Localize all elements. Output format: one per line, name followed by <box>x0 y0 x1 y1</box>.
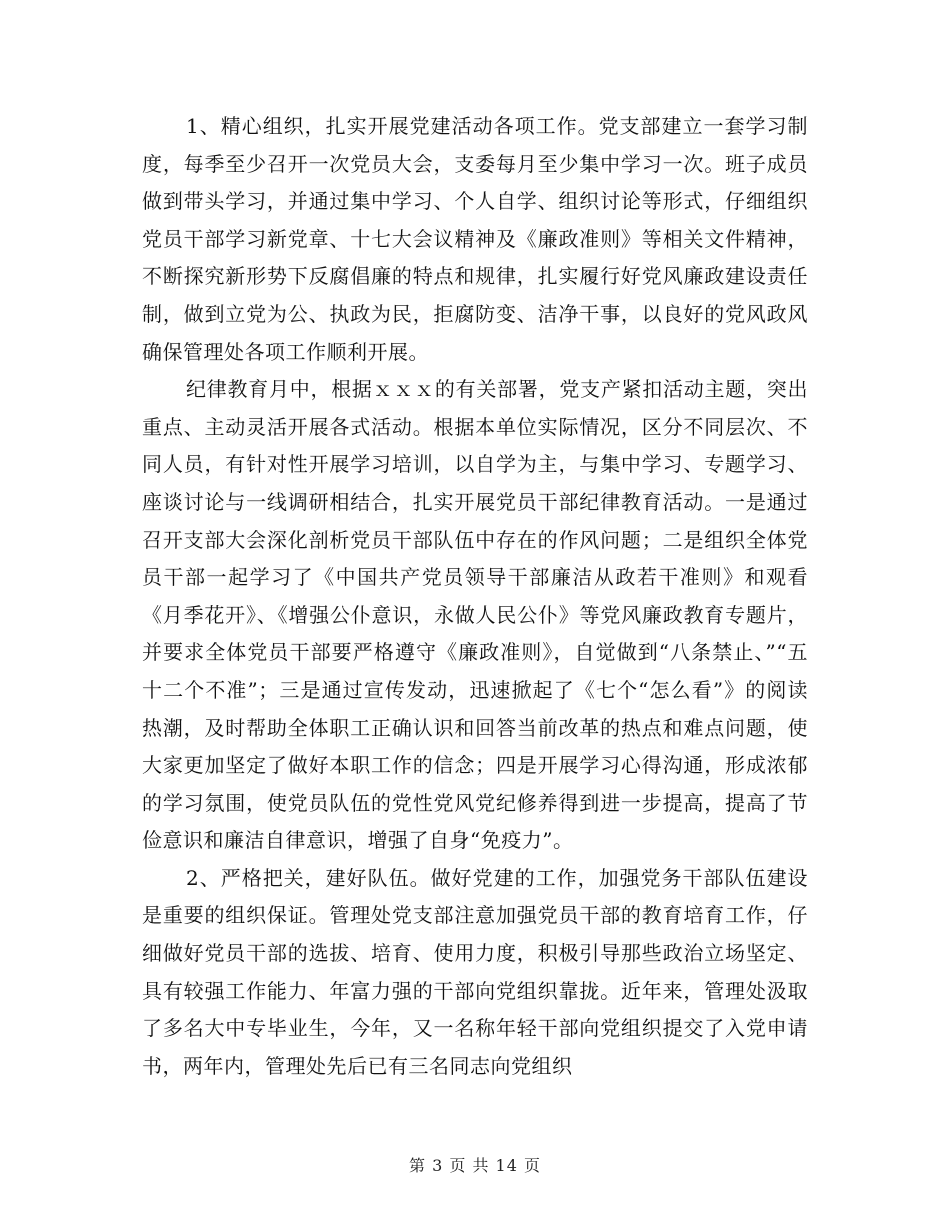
paragraph-1: 1、精心组织，扎实开展党建活动各项工作。党支部建立一套学习制度，每季至少召开一次党员大会，支委每月至少集中学习一次。班子成员做到带头学习，并通过集中学习、个人自学、组织讨论等形式，仔细组织党员干部学习新党章、十七大会议精神及《廉政准则》等相关文件精神，不断探究新形势下反腐倡廉的特点和规律，扎实履行好党风廉政建设责任制，做到立党为公、执政为民，拒腐防变、洁净干事，以良好的党风政风确保管理处各项工作顺利开展。 <box>142 114 808 364</box>
paragraph-2: 纪律教育月中，根据ｘｘｘ的有关部署，党支产紧扣活动主题，突出重点、主动灵活开展各式活动。根据本单位实际情况，区分不同层次、不同人员，有针对性开展学习培训，以自学为主，与集中学习、专题学习、座谈讨论与一线调研相结合，扎实开展党员干部纪律教育活动。一是通过召开支部大会深化剖析党员干部队伍中存在的作风问题；二是组织全体党员干部一起学习了《中国共产党员领导干部廉洁从政若干准则》和观看《月季花开》、《增强公仆意识，永做人民公仆》等党风廉政教育专题片，并要求全体党员干部要严格遵守《廉政准则》，自觉做到“八条禁止、”“五十二个不准”；三是通过宣传发动，迅速掀起了《七个“怎么看”》的阅读热潮，及时帮助全体职工正确认识和回答当前改革的热点和难点问题，使大家更加坚定了做好本职工作的信念；四是开展学习心得沟通，形成浓郁的学习氛围，使党员队伍的党性党风党纪修养得到进一步提高，提高了节俭意识和廉洁自律意识，增强了自身“免疫力”。 <box>142 377 808 853</box>
paragraph-3: 2、严格把关，建好队伍。做好党建的工作，加强党务干部队伍建设是重要的组织保证。管理处党支部注意加强党员干部的教育培育工作，仔细做好党员干部的选拔、培育、使用力度，积极引导那些政治立场坚定、具有较强工作能力、年富力强的干部向党组织靠拢。近年来，管理处汲取了多名大中专毕业生，今年，又一名称年轻干部向党组织提交了入党申请书，两年内，管理处先后已有三名同志向党组织 <box>142 865 808 1078</box>
page-footer: 第 3 页 共 14 页 <box>409 1156 541 1175</box>
document-body <box>142 108 808 1085</box>
